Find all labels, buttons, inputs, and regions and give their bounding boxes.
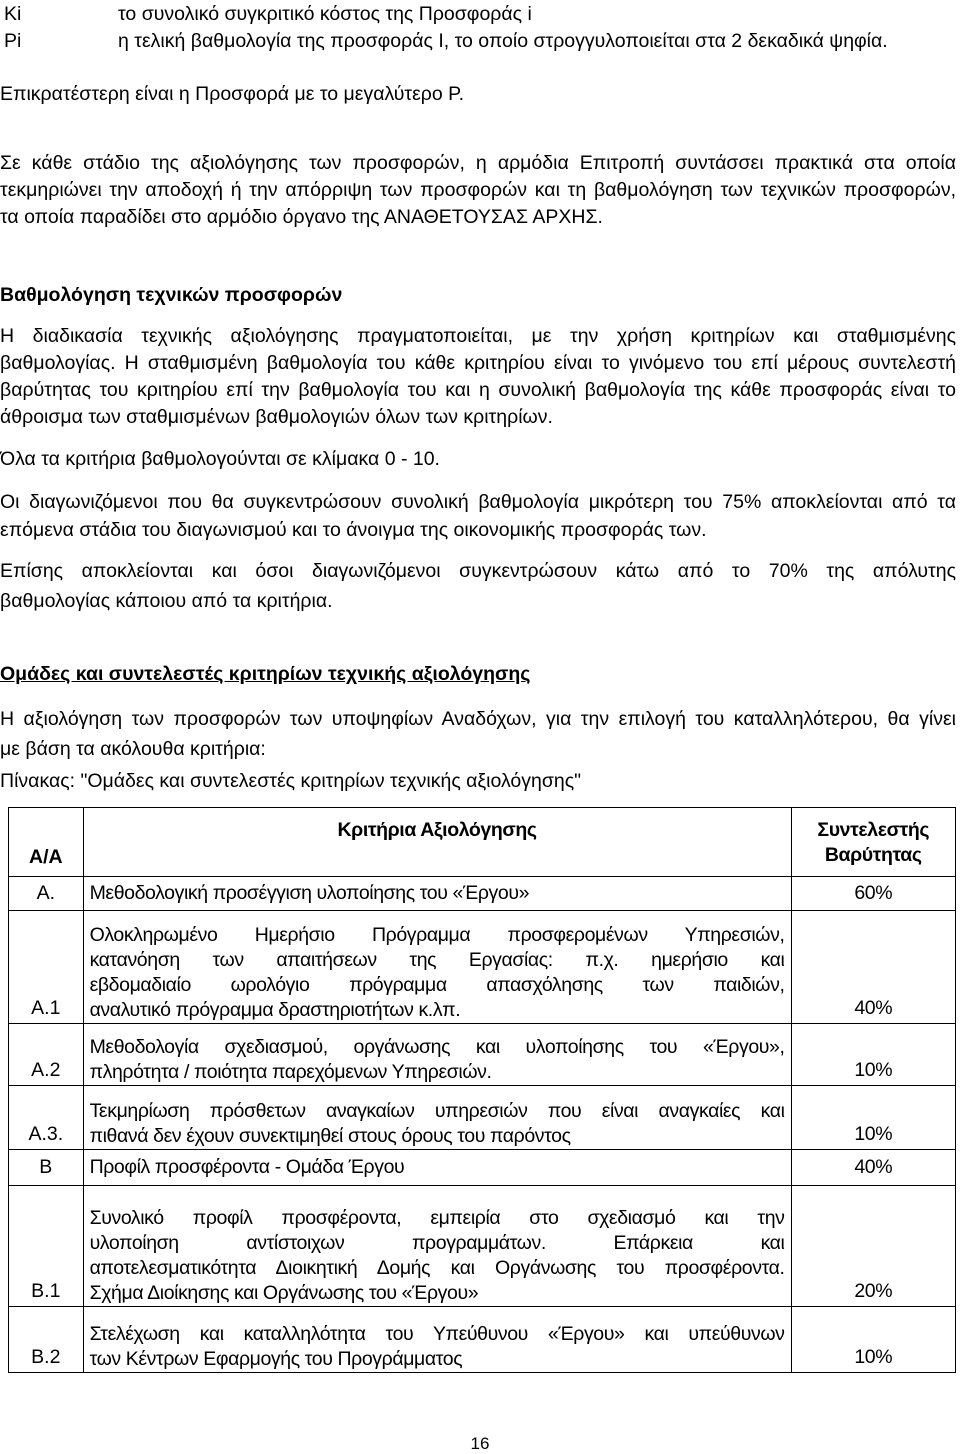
- row-desc-line: Σχήμα Διοίκησης και Οργάνωσης του «Έργου»: [89, 1282, 479, 1304]
- intro-line-1: Η αξιολόγηση των προσφορών των υποψηφίων Αναδόχων, για την επιλογή του καταλληλότερου, θα γίνει: [0, 708, 956, 730]
- row-desc-line: Ολοκληρωμένο Ημερήσιο Πρόγραμμα προσφερομένων Υπηρεσιών,: [89, 924, 785, 946]
- row-desc: [83, 1086, 791, 1150]
- exclusion2-line-1: Επίσης αποκλείονται και όσοι διαγωνιζόμενοι συγκεντρώσουν κάτω από το 70% της απόλυτης: [0, 560, 956, 582]
- exclusion-line-1: Οι διαγωνιζόμενοι που θα συγκεντρώσουν συνολική βαθμολογία μικρότερη του 75% αποκλείονται από τα: [0, 491, 956, 513]
- header-weight-line-2: Βαρύτητας: [824, 844, 922, 866]
- row-desc-line: των Κέντρων Εφαρμογής του Προγράμματος: [89, 1348, 463, 1370]
- row-weight: 10%: [791, 1024, 956, 1086]
- row-desc-line: κατανόηση των απαιτήσεων της Εργασίας: π.χ. ημερήσιο και: [89, 949, 785, 971]
- table-row-a2: [9, 1024, 956, 1086]
- legend-k-label: Κi: [4, 3, 22, 25]
- row-weight: 10%: [791, 1307, 956, 1373]
- table-row-b2: [9, 1307, 956, 1373]
- table-header-row: [9, 808, 956, 877]
- row-desc-line: Μεθοδολογία σχεδιασμού, οργάνωσης και υλοποίησης του «Έργου»,: [89, 1036, 785, 1058]
- table-row-group-a: [9, 877, 956, 911]
- scoring-line-4: άθροισμα των σταθμισμένων βαθμολογιών όλων των κριτηρίων.: [0, 406, 553, 428]
- table-row-group-b: [9, 1150, 956, 1186]
- intro-paragraph: [0, 704, 956, 764]
- scoring-line-2: βαθμολογίας. Η σταθμισμένη βαθμολογία του κάθε κριτηρίου είναι το γινόμενο του επί μέρους συντελεστή: [0, 352, 956, 374]
- row-aa: Β: [9, 1150, 84, 1186]
- row-desc: [83, 1307, 791, 1373]
- row-aa: Α.1: [9, 911, 84, 1024]
- committee-paragraph: [0, 150, 956, 231]
- scale-line: Όλα τα κριτήρια βαθμολογούνται σε κλίμακα 0 - 10.: [0, 448, 440, 470]
- row-desc: [83, 911, 791, 1024]
- row-weight: 40%: [791, 1150, 956, 1186]
- legend-p-text: η τελική βαθμολογία της προσφοράς Ι, το οποίο στρογγυλοποιείται στα 2 δεκαδικά ψηφία.: [118, 30, 888, 52]
- row-desc-line: αποτελεσματικότητα Διοικητική Δομής και Οργάνωσης του προσφέροντα.: [89, 1257, 785, 1279]
- row-weight: 40%: [791, 911, 956, 1024]
- scoring-line-3: βαρύτητας του κριτηρίου επί την βαθμολογία του και η συνολική βαθμολογία της κάθε προσφοράς είναι το: [0, 379, 956, 401]
- row-weight: 10%: [791, 1086, 956, 1150]
- legend-k-text: το συνολικό συγκριτικό κόστος της Προσφοράς i: [118, 3, 532, 25]
- row-aa: Β.1: [9, 1186, 84, 1307]
- committee-line-3: τα οποία παραδίδει στο αρμόδιο όργανο της ΑΝΑΘΕΤΟΥΣΑΣ ΑΡΧΗΣ.: [0, 206, 603, 228]
- row-aa: Α.2: [9, 1024, 84, 1086]
- row-desc-line: Τεκμηρίωση πρόσθετων αναγκαίων υπηρεσιών που είναι αναγκαίες και: [89, 1100, 785, 1122]
- table-row-a3: [9, 1086, 956, 1150]
- row-desc: [83, 1024, 791, 1086]
- winner-line: Επικρατέστερη είναι η Προσφορά με το μεγαλύτερο Ρ.: [0, 83, 465, 105]
- row-desc-line: Στελέχωση και καταλληλότητα του Υπεύθυνου «Έργου» και υπεύθυνων: [89, 1323, 785, 1345]
- intro-line-2: με βάση τα ακόλουθα κριτήρια:: [0, 738, 266, 760]
- row-aa: Α.3.: [9, 1086, 84, 1150]
- exclusion-paragraph: [0, 488, 956, 544]
- committee-line-1: Σε κάθε στάδιο της αξιολόγησης των προσφορών, η αρμόδια Επιτροπή συντάσσει πρακτικά στα οποία: [0, 152, 956, 174]
- header-aa: Α/Α: [9, 808, 84, 877]
- row-aa: Α.: [9, 877, 84, 911]
- header-weight: [791, 808, 956, 877]
- row-desc-line: εβδομαδιαίο ωρολόγιο πρόγραμμα απασχόλησης των παιδιών,: [89, 974, 785, 996]
- exclusion2-line-2: βαθμολογίας κάποιου από τα κριτήρια.: [0, 590, 333, 612]
- row-weight: 20%: [791, 1186, 956, 1307]
- header-weight-line-1: Συντελεστής: [817, 819, 930, 841]
- row-desc-line: αναλυτικό πρόγραμμα δραστηριοτήτων κ.λπ.: [89, 999, 461, 1021]
- committee-line-2: τεκμηριώνει την αποδοχή ή την απόρριψη των προσφορών και τη βαθμολόγηση των τεχνικών προσφορών,: [0, 179, 956, 201]
- page-number: 16: [470, 1434, 490, 1453]
- header-criteria: Κριτήρια Αξιολόγησης: [83, 808, 791, 877]
- criteria-table: [8, 807, 956, 1373]
- row-desc-line: Συνολικό προφίλ προσφέροντα, εμπειρία στο σχεδιασμό και την: [89, 1207, 785, 1229]
- legend-p-label: Ρi: [4, 30, 22, 52]
- table-caption: Πίνακας: "Ομάδες και συντελεστές κριτηρίων τεχνικής αξιολόγησης": [0, 770, 582, 792]
- table-row-a1: [9, 911, 956, 1024]
- table-row-b1: [9, 1186, 956, 1307]
- row-weight: 60%: [791, 877, 956, 911]
- section-heading-criteria: Ομάδες και συντελεστές κριτηρίων τεχνικής αξιολόγησης: [0, 663, 531, 685]
- section-heading-scoring: Βαθμολόγηση τεχνικών προσφορών: [0, 284, 343, 306]
- row-desc-line: πληρότητα / ποιότητα παρεχόμενων Υπηρεσιών.: [89, 1061, 492, 1083]
- row-aa: Β.2: [9, 1307, 84, 1373]
- row-desc-line: υλοποίηση αντίστοιχων προγραμμάτων. Επάρκεια και: [89, 1232, 785, 1254]
- row-desc-line: πιθανά δεν έχουν συνεκτιμηθεί στους όρους του παρόντος: [89, 1125, 571, 1147]
- exclusion-line-2: επόμενα στάδια του διαγωνισμού και το άνοιγμα της οικονομικής προσφοράς των.: [0, 519, 707, 541]
- scoring-line-1: Η διαδικασία τεχνικής αξιολόγησης πραγματοποιείται, με την χρήση κριτηρίων και σταθμισμένης: [0, 325, 956, 347]
- scoring-paragraph: [0, 323, 956, 431]
- row-desc: [83, 1186, 791, 1307]
- exclusion2-paragraph: [0, 556, 956, 616]
- row-desc: Μεθοδολογική προσέγγιση υλοποίησης του «Έργου»: [83, 877, 791, 911]
- row-desc: Προφίλ προσφέροντα - Ομάδα Έργου: [83, 1150, 791, 1186]
